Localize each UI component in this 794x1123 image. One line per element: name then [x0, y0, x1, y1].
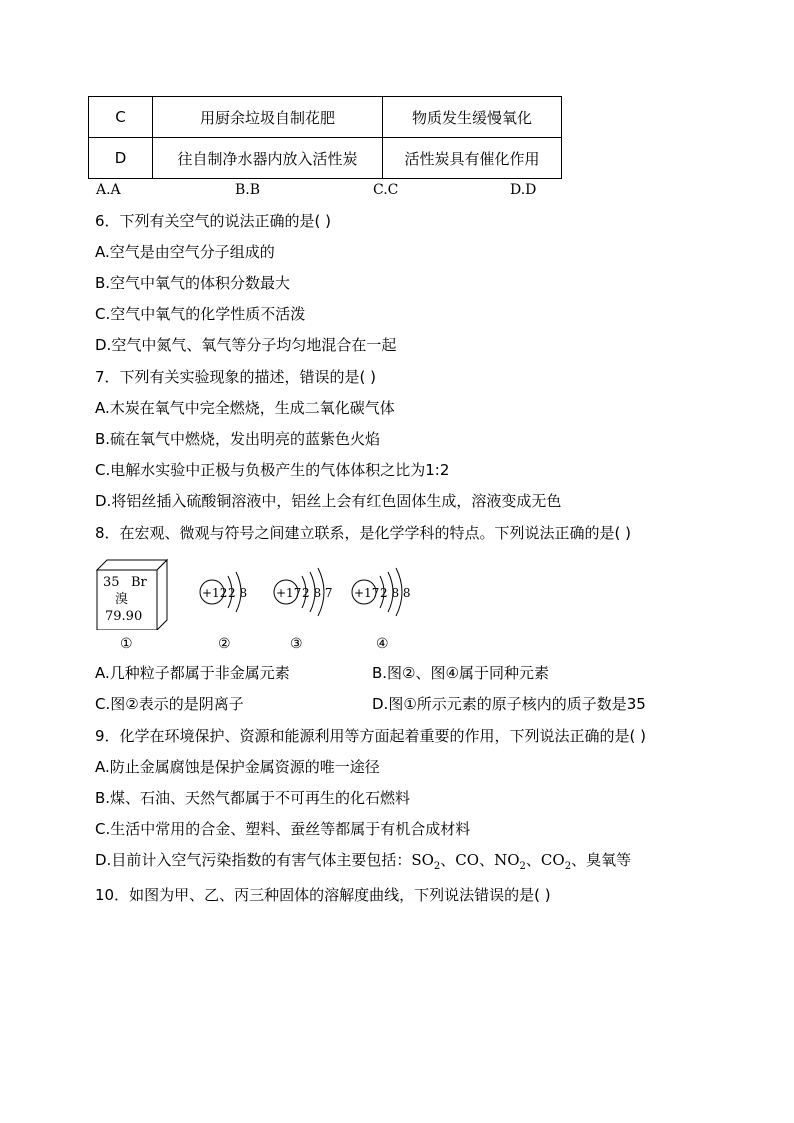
q9-option-b: B.煤、石油、天然气都属于不可再生的化石燃料	[95, 789, 411, 807]
figure-label-1: ①	[120, 636, 133, 652]
separator: 、	[479, 851, 495, 869]
atom-nucleus: +17	[354, 586, 380, 600]
row-action: 往自制净水器内放入活性炭	[153, 138, 383, 179]
q6-option-c: C.空气中氧气的化学性质不活泼	[95, 305, 306, 323]
row-letter: C	[89, 97, 153, 138]
q7-option-d: D.将铝丝插入硫酸铜溶液中，铝丝上会有红色固体生成，溶液变成无色	[95, 492, 562, 510]
formula-text: CO	[540, 851, 565, 869]
atom-shells: 2 8	[228, 586, 248, 600]
figure-label-4: ④	[376, 636, 389, 652]
atom-nucleus: +12	[202, 586, 228, 600]
q8-option-a: A.几种粒子都属于非金属元素	[95, 664, 290, 682]
element-number: 35	[103, 575, 120, 590]
element-name: 溴	[115, 592, 129, 607]
atom-shells: 2 8 7	[302, 586, 333, 600]
q5-option-c: C.C	[373, 182, 399, 198]
atom-diagram-4	[350, 566, 420, 618]
q7-option-b: B.硫在氧气中燃烧，发出明亮的蓝紫色火焰	[95, 430, 381, 448]
q9-option-d	[95, 849, 631, 872]
q8-option-b: B.图②、图④属于同种元素	[372, 664, 549, 682]
table-row	[89, 138, 562, 179]
q8-option-d: D.图①所示元素的原子核内的质子数是35	[372, 695, 646, 713]
formula-so2	[411, 851, 441, 872]
row-letter: D	[89, 138, 153, 179]
formula-no2	[494, 851, 526, 872]
q6-option-b: B.空气中氧气的体积分数最大	[95, 274, 291, 292]
q8-option-c: C.图②表示的是阴离子	[95, 695, 244, 713]
formula-text: SO	[411, 851, 434, 869]
formula-co: CO	[455, 851, 480, 869]
formula-text: NO	[494, 851, 520, 869]
row-reason: 物质发生缓慢氧化	[383, 97, 562, 138]
atom-diagram-2	[198, 566, 258, 618]
figure-label-2: ②	[218, 636, 231, 652]
atom-diagram-3	[272, 566, 342, 618]
separator: 、	[440, 851, 456, 869]
figure-label-3: ③	[290, 636, 303, 652]
option-table	[88, 96, 562, 179]
q7-stem: 7．下列有关实验现象的描述，错误的是( )	[95, 368, 377, 386]
table-row	[89, 97, 562, 138]
q9-stem: 9．化学在环境保护、资源和能源利用等方面起着重要的作用，下列说法正确的是( )	[95, 727, 647, 745]
q5-option-d: D.D	[510, 182, 537, 198]
separator: 、	[525, 851, 541, 869]
q7-option-a: A.木炭在氧气中完全燃烧，生成二氧化碳气体	[95, 399, 395, 417]
atom-nucleus: +17	[276, 586, 302, 600]
q8-stem: 8．在宏观、微观与符号之间建立联系，是化学学科的特点。下列说法正确的是( )	[95, 524, 632, 542]
row-action: 用厨余垃圾自制花肥	[153, 97, 383, 138]
q7-option-c: C.电解水实验中正极与负极产生的气体体积之比为1:2	[95, 461, 450, 479]
row-reason: 活性炭具有催化作用	[383, 138, 562, 179]
formula-co2	[540, 851, 572, 872]
q5-option-a: A.A	[96, 182, 121, 198]
q9-option-d-suffix: 、臭氧等	[571, 851, 632, 869]
formula-subscript: 2	[519, 861, 526, 872]
element-mass: 79.90	[105, 609, 143, 624]
q6-option-d: D.空气中氮气、氧气等分子均匀地混合在一起	[95, 336, 397, 354]
q10-stem: 10．如图为甲、乙、丙三种固体的溶解度曲线，下列说法错误的是( )	[95, 886, 551, 904]
element-symbol: Br	[131, 575, 147, 590]
atom-shells: 2 8 8	[380, 586, 411, 600]
formula-subscript: 2	[433, 861, 441, 872]
q6-stem: 6．下列有关空气的说法正确的是( )	[95, 212, 332, 230]
element-cell-figure	[95, 558, 171, 630]
q9-option-d-prefix: D.目前计入空气污染指数的有害气体主要包括：	[95, 851, 412, 869]
q5-option-b: B.B	[235, 182, 261, 198]
formula-subscript: 2	[564, 861, 572, 872]
q6-option-a: A.空气是由空气分子组成的	[95, 243, 275, 261]
q9-option-c: C.生活中常用的合金、塑料、蚕丝等都属于有机合成材料	[95, 820, 471, 838]
q9-option-a: A.防止金属腐蚀是保护金属资源的唯一途径	[95, 758, 380, 776]
